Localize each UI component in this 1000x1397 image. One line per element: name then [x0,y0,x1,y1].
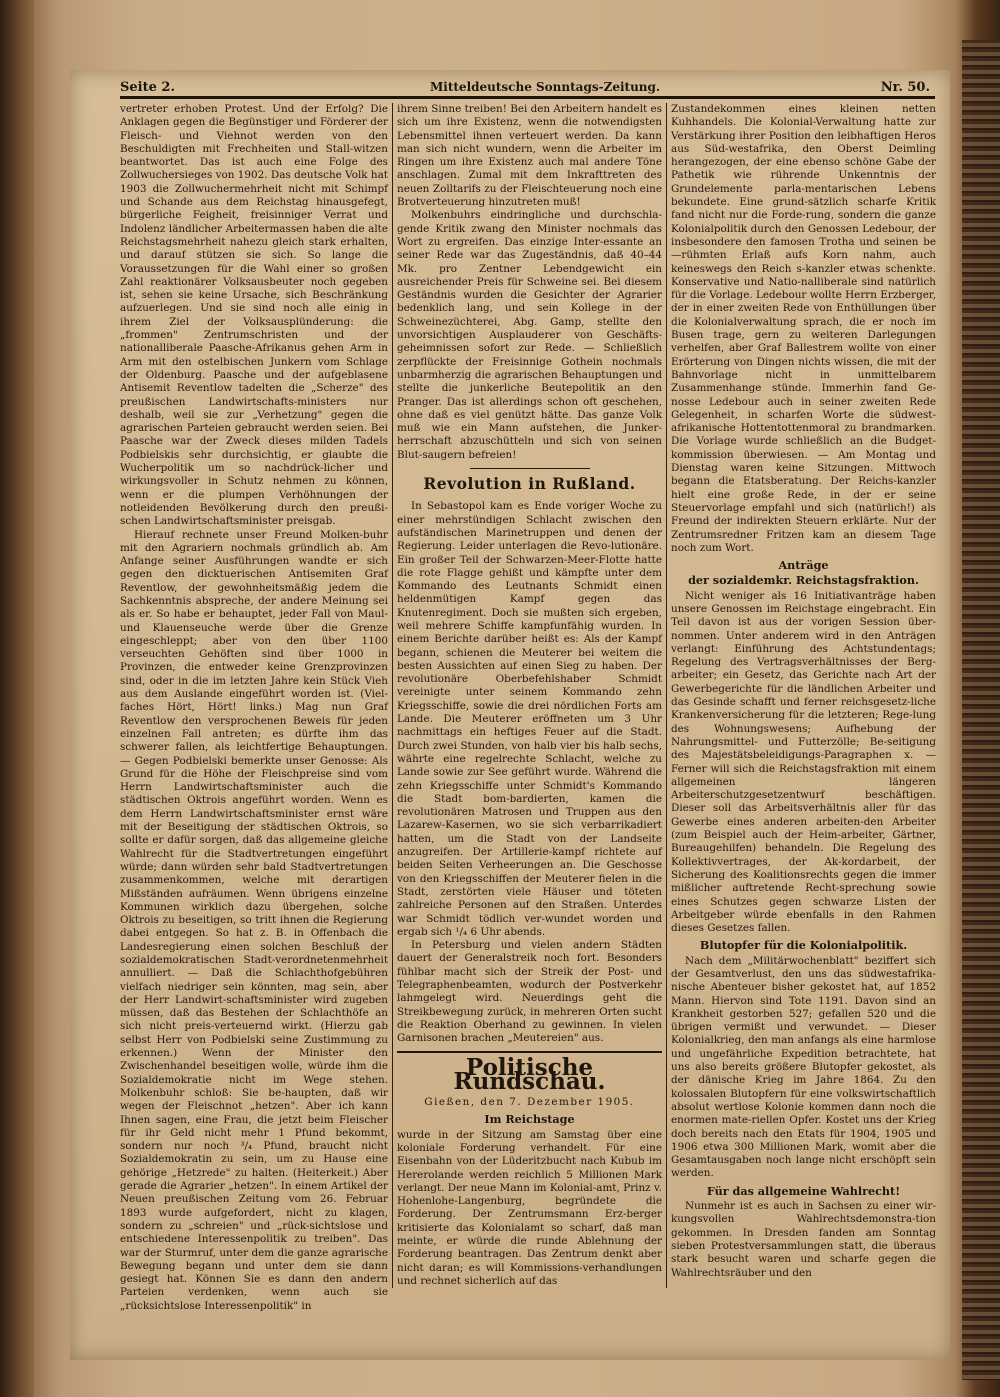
page-header [120,76,940,98]
column-divider-2 [666,103,667,1288]
col2-intro: ihrem Sinne treiben! Bei den Arbeitern handelt es sich um ihre Existenz, wenn die notwendigsten Lebensmittel ihnen verteuert werden. Da kann man sich nicht wundern, wenn die Arbeiter im Ringen um ihre Existenz auch mal andere Töne anschlagen. Zumal mit dem Inkrafttreten des neuen Zolltarifs zu der Fleischteuerung noch eine Brotverteuerung hinzutreten muß! [397,103,662,209]
col1-paragraph-1: vertreter erhoben Protest. Und der Erfolg? Die Anklagen gegen die Begünstiger und Förderer der Fleisch- und Viehnot werden von den Beschuldigten mit Frechheiten und Stall-witzen beantwortet. Das ist auch eine Folge des Zollwuchersieges von 1902. Das deutsche Volk hat 1903 die Zollwuchermehrheit nicht mit Schimpf und Schande aus dem Reichstag hinausgefegt, bürgerliche Feigheit, freisinniger Verrat und Indolenz ländlicher Arbeitermassen haben die alte Reichstagsmehrheit nahezu gleich stark erhalten, und darauf stützen sie sich. So lange die Voraussetzungen für die Wahl einer so großen Zahl reaktionärer Volksausbeuter noch gegeben ist, sehen sie keine Ursache, sich Beschränkung aufzuerlegen. Und sie sind noch alle einig in ihrem Ziel der Volksausplünderung: die „frommen" Zentrumschristen und der nationalliberale Paasche-Afrikanus gehen Arm in Arm mit den ostelbischen Junkern vom Schlage der Oldenburg. Paasche und der aufgeblasene Antisemit Reventlow tadelten die „Scherze" des preußischen Landwirtschafts-ministers nur deshalb, weil sie zur „Verhetzung" gegen die agrarischen Parteien gebraucht werden seien. Bei Paasche war der Zweck dieses milden Tadels Podbielskis sehr durchsichtig, er glaubte die Wucherpolitik um so nachdrück-licher und wirkungsvoller in Schutz nehmen zu können, wenn er die plumpen Verhöhnungen der notleidenden Bevölkerung durch den preußi-schen Landwirtschaftsminister preisgab. [120,103,388,528]
dateline: Gießen, den 7. Dezember 1905. [424,1096,635,1109]
subheading-fraktion: der sozialdemkr. Reichstagsfraktion. [688,573,919,588]
heading-revolution: Revolution in Rußland. [423,474,636,494]
next-page-edge [962,40,1000,1380]
col3-paragraph-kuhhandel: Zustandekommen eines kleinen netten Kuhhandels. Die Kolonial-Verwaltung hatte zur Verstärkung ihrer Position den leibhaftigen Heros aus Süd-westafrika, den Oberst Deimling herangezogen, der eine ebenso schöne Gabe der Pathetik wie rührende Unkenntnis der Grundelemente parla-mentarischen Lebens bekundete. Eine grund-sätzlich scharfe Kritik fand nicht nur die Forde-rung, sondern die ganze Kolonialpolitik durch den Genossen Ledebour, der insbesondere den famosen Trotha und seinen be—rühmten Erlaß aufs Korn nahm, auch keineswegs den Reich s-kanzler etwas schenkte. Konservative und Natio-nalliberale sind natürlich für die Vorlage. Ledebour wollte Herrn Erzberger, der in einer zweiten Rede von Enthüllungen über die Kolonialverwaltung sprach, die er noch im Busen trage, gern zu weiteren Darlegungen verhelfen, aber Graf Ballestrem wollte von einer Erörterung von Dingen nichts wissen, die mit der Bahnvorlage nicht in unmittelbarem Zusammenhange stünde. Immerhin fand Ge-nosse Ledebour auch in seiner zweiten Rede Gelegenheit, in scharfen Worte die südwest-afrikanische Hottentottenmoral zu brandmarken. Die Vorlage wurde schließlich an die Budget-kommission überwiesen. — Am Montag und Dienstag waren keine Sitzungen. Mittwoch begann die Etatsberatung. Der Reichs-kanzler hielt eine große Rede, in der er seine Steuervorlage empfahl und sich (natürlich!) als Freund der indirekten Steuern erklärte. Nur der Zentrumsredner Fritzen kam an diesem Tage noch zum Wort. [671,103,936,554]
subheading-blutopfer: Blutopfer für die Kolonialpolitik. [699,938,908,953]
subheading-wahlrecht: Für das allgemeine Wahlrecht! [706,1183,901,1198]
header-rule [120,96,935,99]
col2-paragraph-reichstag: wurde in der Sitzung am Samstag über eine koloniale Forderung verhandelt. Für eine Eisenbahn von der Lüderitzbucht nach Kubub im Hererolande werden reichlich 5 Millionen Mark verlangt. Der neue Mann im Kolonial-amt, Prinz v. Hohenlohe-Langenburg, begründete die Forderung. Der Zentrumsmann Erz-berger kritisierte das Kolonialamt so scharf, daß man meinte, er würde die runde Ablehnung der Forderung beantragen. Das Zentrum denkt aber nicht daran; es will Kommissions-verhandlungen und rechnet sicherlich auf das [397,1128,662,1287]
heading-politische-rundschau: Politische Rundschau. [397,1051,662,1088]
col2-paragraph-petersburg: In Petersburg und vielen andern Städten dauert der Generalstreik noch fort. Besonders fühlbar macht sich der Streik der Post- und Telegraphenbeamten, wodurch der Postverkehr lahmgelegt wird. Neuerdings geht die Streikbewegung zurück, in mehreren Orten sucht die Reaktion Oberhand zu gewinnen. In vielen Garnisonen brachen „Meutereien" aus. [397,939,662,1045]
col3-paragraph-wahlrecht: Nunmehr ist es auch in Sachsen zu einer wir-kungsvollen Wahlrechtsdemonstra-tion gekommen. In Dresden fanden am Sonntag sieben Protestversammlungen statt, die überaus stark besucht waren und scharfe gegen die Wahlrechtsräuber und den [671,1200,936,1279]
column-2 [397,103,662,1288]
page-number: Seite 2. [120,80,175,95]
newspaper-title: Mitteldeutsche Sonntags-Zeitung. [430,80,661,94]
subheading-antraege: Anträge [778,558,829,573]
col2-paragraph-sebastopol: In Sebastopol kam es Ende voriger Woche zu einer mehrstündigen Schlacht zwischen den aufständischen Marinetruppen und denen der Regierung. Leider unterlagen die Revo-lutionäre. Ein großer Teil der Schwarzen-Meer-Flotte hatte die rote Flagge gehißt und kämpfte unter dem Kommando des Leutnants Schmidt einen heldenmütigen Kampf gegen das Knutenregiment. Doch sie mußten sich ergeben, weil mehrere Schiffe kampfunfähig wurden. In einem Berichte darüber heißt es: Als der Kampf begann, schienen die Meuterer bei weitem die besten Aussichten auf einen Sieg zu haben. Der revolutionäre Oberbefehlshaber Schmidt vereinigte unter seinem Kommando zehn Kriegsschiffe, sowie die drei nördlichen Forts am Lande. Die Meuterer eröffneten um 3 Uhr nachmittags ein heftiges Feuer auf die Stadt. Durch zwei Stunden, von halb vier bis halb sechs, währte eine regelrechte Schlacht, welche zu Lande sowie zur See geführt wurde. Während die zehn Kriegsschiffe unter Schmidt's Kommando die Stadt bom-bardierten, kamen die revolutionären Matrosen und Truppen aus den Lazarew-Kasernen, wo sie sich verbarrikadiert hatten, um die Stadt von der Landseite anzugreifen. Der Artillerie-kampf richtete auf beiden Seiten Verheerungen an. Die Geschosse von den Kriegsschiffen der Meuterer fielen in die Stadt, zerstörten viele Häuser und töteten zahlreiche Personen auf den Straßen. Unterdes war Schmidt tödlich ver-wundet worden und ergab sich ¹/₄ 6 Uhr abends. [397,500,662,938]
column-divider-1 [392,103,393,1288]
issue-number: Nr. 50. [880,80,930,95]
col2-paragraph-molkenbuhr: Molkenbuhrs eindringliche und durchschla-gende Kritik zwang den Minister nochmals das Wort zu ergreifen. Das einzige Inter-essante an seiner Rede war das Zugeständnis, daß 40–44 Mk. pro Zentner Lebendgewicht ein ausreichender Preis für Schweine sei. Bei diesem Geständnis wurden die Gesichter der Agrarier bedenklich lang, und sein Kollege in der Schweinezüchterei, Abg. Gamp, stellte den unvorsichtigen Ausplauderer von Geschäfts-geheimnissen sofort zur Rede. — Schließlich zerpflückte der Freisinnige Gothein nochmals unbarmherzig die agrarischen Behauptungen und stellte die junkerliche Beutepolitik an den Pranger. Das ist allerdings schon oft geschehen, ohne daß es viel genützt hätte. Das ganze Volk muß wie ein Mann aufstehen, die Junker-herrschaft abzuschütteln und sich von seinen Blut-saugern befreien! [397,209,662,461]
column-3 [671,103,936,1288]
col3-paragraph-antraege: Nicht weniger als 16 Initiativanträge haben unsere Genossen im Reichstage eingebracht. Ein Teil davon ist aus der vorigen Session über-nommen. Unter anderem wird in den Anträgen verlangt: Einführung des Achtstundentags; Regelung des Vertragsverhältnisses der Berg-arbeiter; ein Gesetz, das Gerichte nach Art der Gewerbegerichte für die ländlichen Arbeiter und das Gesinde schafft und ferner reichsgesetz-liche Krankenversicherung für die letzteren; Rege-lung des Wohnungswesens; Aufhebung der Nahrungsmittel- und Futterzölle; Be-seitigung des Majestätsbeleidigungs-Paragraphen x. — Ferner will sich die Reichstagsfraktion mit einem allgemeinen längeren Arbeiterschutzgesetzentwurf beschäftigen. Dieser soll das Arbeitsverhältnis aller für das Gewerbe eines anderen arbeiten-den Arbeiter (zum Beispiel auch der Heim-arbeiter, Gärtner, Bureaugehilfen) behandeln. Die Regelung des Kollektivvertrages, der Ak-kordarbeit, der Sicherung des Koalitionsrechts gegen die immer mißlicher auftretende Recht-sprechung sowie eines Schutzes gegen schwarze Listen der Arbeitgeber würde ebenfalls in den Rahmen dieses Gesetzes fallen. [671,589,936,935]
col1-paragraph-2: Hierauf rechnete unser Freund Molken-buhr mit den Agrariern nochmals gründlich ab. Am Anfange seiner Ausführungen wandte er sich gegen den dicktuerischen Antisemiten Graf Reventlow, der gewohnheitsmäßig jedem die Sachkenntnis abspreche, der andere Meinung sei als er. So habe er behauptet, jeder Fall von Maul- und Klauenseuche werde über die Grenze eingeschleppt; aber von den über 1100 verseuchten Gehöften sind über 1000 in Provinzen, die entweder keine Grenzprovinzen sind, oder in die im letzten Jahre kein Stück Vieh aus dem Auslande eingeführt worden ist. (Viel-faches Hört, Hört! links.) Mag nun Graf Reventlow den versprochenen Beweis für jeden einzelnen Fall antreten; es dürfte ihm das schwerer fallen, als leichtfertige Behauptungen. — Gegen Podbielski bemerkte unser Genosse: Als Grund für die Höhe der Fleischpreise sind vom Herrn Landwirtschaftsminister auch die städtischen Oktrois angeführt worden. Wenn es dem Herrn Landwirtschaftsminister ernst wäre mit der Beseitigung der städtischen Oktrois, so sollte er dafür sorgen, daß das allgemeine gleiche Wahlrecht für die Stadtvertretungen eingeführt würde; dann würden sehr bald Stadtvertretungen zusammenkommen, welche mit derartigen Mißständen aufräumen. Wenn übrigens einzelne Kommunen wirklich dazu übergehen, solche Oktrois zu beseitigen, so tritt ihnen die Regierung dabei entgegen. So hat z. B. in Offenbach die Landesregierung einen solchen Beschluß der sozialdemokratischen Stadt-verordnetenmehrheit annulliert. — Daß die Schlachthofgebühren vielfach niedriger sein könnten, mag sein, aber der Herr Landwirt-schaftsminister wird zugeben müssen, daß das Bestehen der Schlachthöfe an sich nicht preis-verteuernd wirkt. (Hierzu gab selbst Herr von Podbielski seine Zustimmung zu erkennen.) Wenn der Minister den Zwischenhandel beseitigen wolle, würde ihm die Sozialdemokratie nicht im Wege stehen. Molkenbuhr schloß: Sie be-haupten, daß wir wegen der Fleischnot „hetzen". Aber ich kann Ihnen sagen, eine Frau, die jetzt beim Fleischer für ihr Geld nicht mehr 1 Pfund bekommt, sondern nur noch ³/₄ Pfund, braucht nicht Sozialdemokratin zu sein, um zu Hause eine gehörige „Hetzrede" zu halten. (Heiterkeit.) Aber gerade die Agrarier „hetzen". In einem Artikel der Neuen preußischen Zeitung vom 26. Februar 1893 wurde aufgefordert, nicht zu klagen, sondern zu „schreien" und „rück-sichtslose und entschiedene Interessenpolitik zu treiben". Das war der Sturmruf, unter dem die ganze agrarische Bewegung begann und unter dem sie dann gesiegt hat. Können Sie es dann den andern Parteien verdenken, wenn auch sie „rücksichtslose Interessenpolitik" in [120,528,388,1312]
book-spine [0,0,34,1397]
column-1 [120,103,388,1312]
col3-paragraph-blutopfer: Nach dem „Militärwochenblatt" beziffert sich der Gesamtverlust, den uns das südwestafrika-nische Abenteuer bisher gekostet hat, auf 1852 Mann. Hiervon sind Tote 1191. Davon sind an Krankheit gestorben 527; gefallen 520 und die übrigen vermißt und verwundet. — Dieser Kolonialkrieg, den man anfangs als eine harmlose und ungefährliche Expedition betrachtete, hat uns also bereits größere Blutopfer gekostet, als der dänische Krieg im Jahre 1864. Zu den kolossalen Blutopfern für eine volkswirtschaftlich absolut wertlose Kolonie kommen dann noch die enormen mate-riellen Opfer. Kostet uns der Krieg doch bereits nach den Etats für 1904, 1905 und 1906 etwa 300 Millionen Mark, womit aber die Gesamtausgaben noch lange nicht erschöpft sein werden. [671,954,936,1180]
subheading-reichstag: Im Reichstage [484,1112,575,1127]
section-separator [470,468,590,469]
